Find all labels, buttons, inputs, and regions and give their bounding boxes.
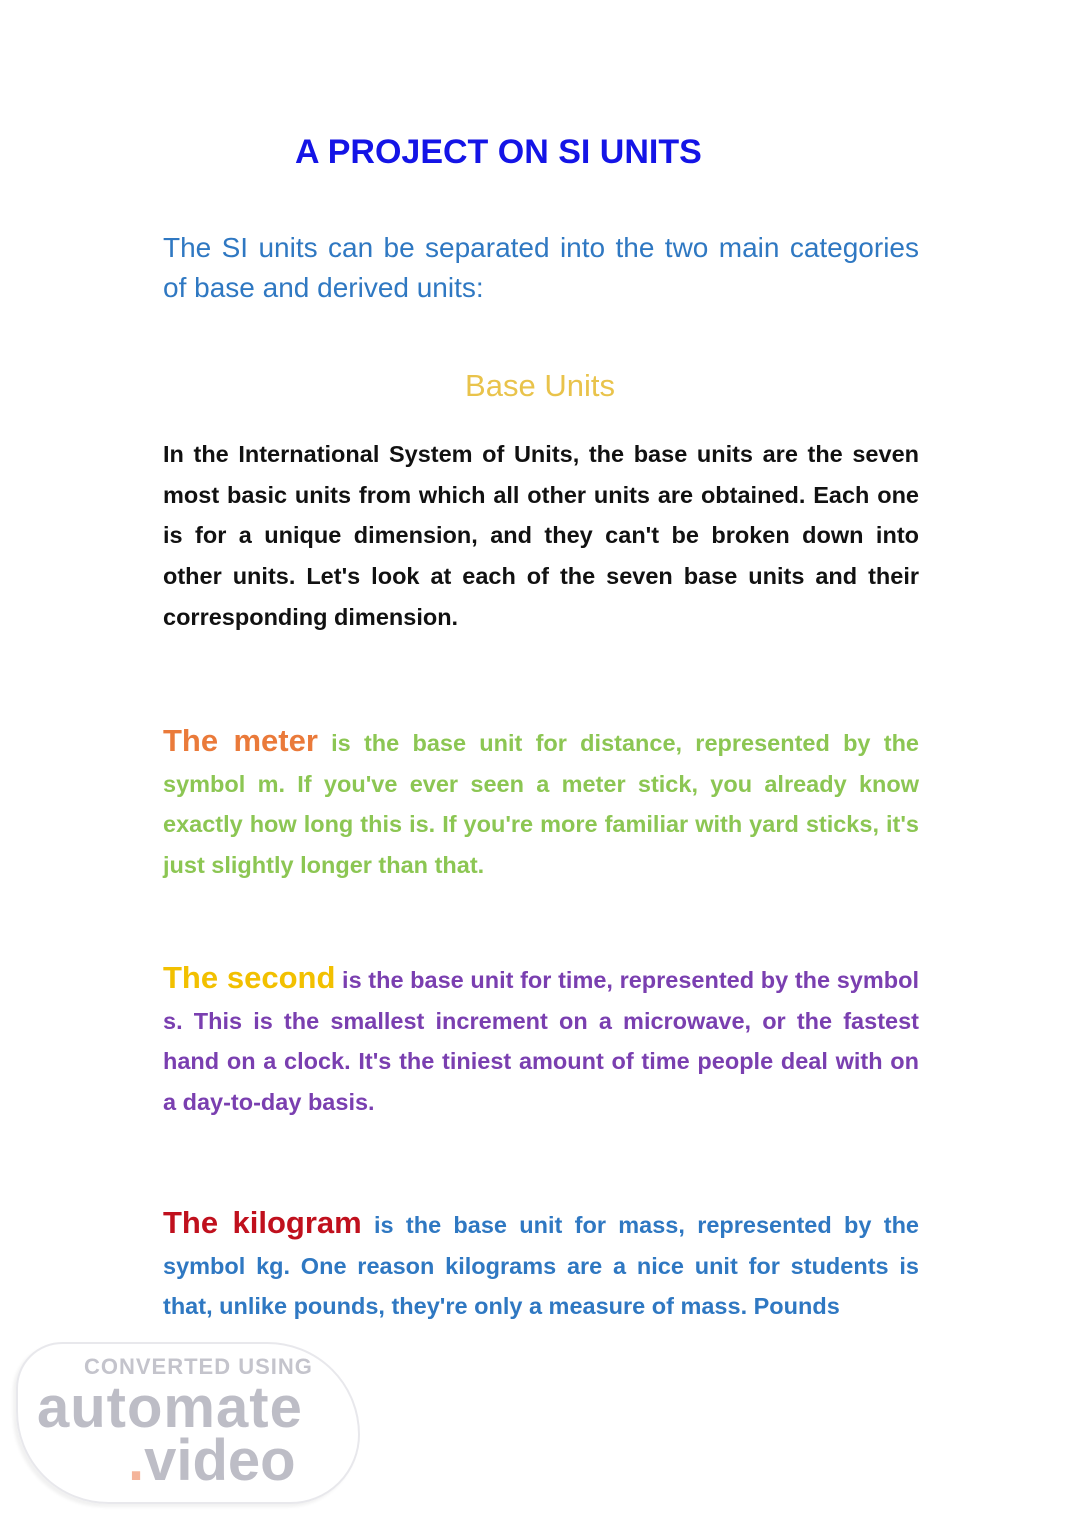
kilogram-paragraph	[163, 1203, 919, 1329]
base-units-paragraph: In the International System of Units, the base units are the seven most basic units from which all other units are obtained. Each one is for a unique dimension, and they can't be broken down into other units. Let's look at each of the seven base units and their corresponding dimension.	[163, 441, 919, 630]
document-title: A PROJECT ON SI UNITS	[295, 133, 702, 171]
watermark-dot: .	[128, 1428, 145, 1493]
watermark-caption: CONVERTED USING	[84, 1354, 313, 1379]
intro-paragraph: The SI units can be separated into the two main categories of base and derived units:	[163, 232, 919, 303]
meter-text: is the base unit for distance, represented by the symbol m. If you've ever seen a meter stick, you already know exactly how long this is. If you're more familiar with yard sticks, it's just slightly longer than that.	[163, 730, 919, 879]
kilogram-text: is the base unit for mass, represented by the symbol kg. One reason kilograms are a nice unit for students is that, unlike pounds, they're only a measure of mass. Pounds	[163, 1212, 919, 1320]
meter-paragraph	[163, 721, 919, 886]
meter-lead: The meter	[163, 723, 318, 758]
kilogram-lead: The kilogram	[163, 1205, 362, 1240]
second-paragraph	[163, 958, 919, 1123]
second-text: is the base unit for time, represented by the symbol s. This is the smallest increment on a microwave, or the fastest hand on a clock. It's the tiniest amount of time people deal with on a day-to-day basis.	[163, 967, 920, 1116]
watermark-video-text: video	[144, 1428, 296, 1493]
watermark-brand-automate: automate	[37, 1375, 303, 1440]
watermark-brand-video	[128, 1427, 296, 1494]
second-lead: The second	[163, 960, 336, 995]
section-heading-base-units: Base Units	[465, 368, 615, 403]
